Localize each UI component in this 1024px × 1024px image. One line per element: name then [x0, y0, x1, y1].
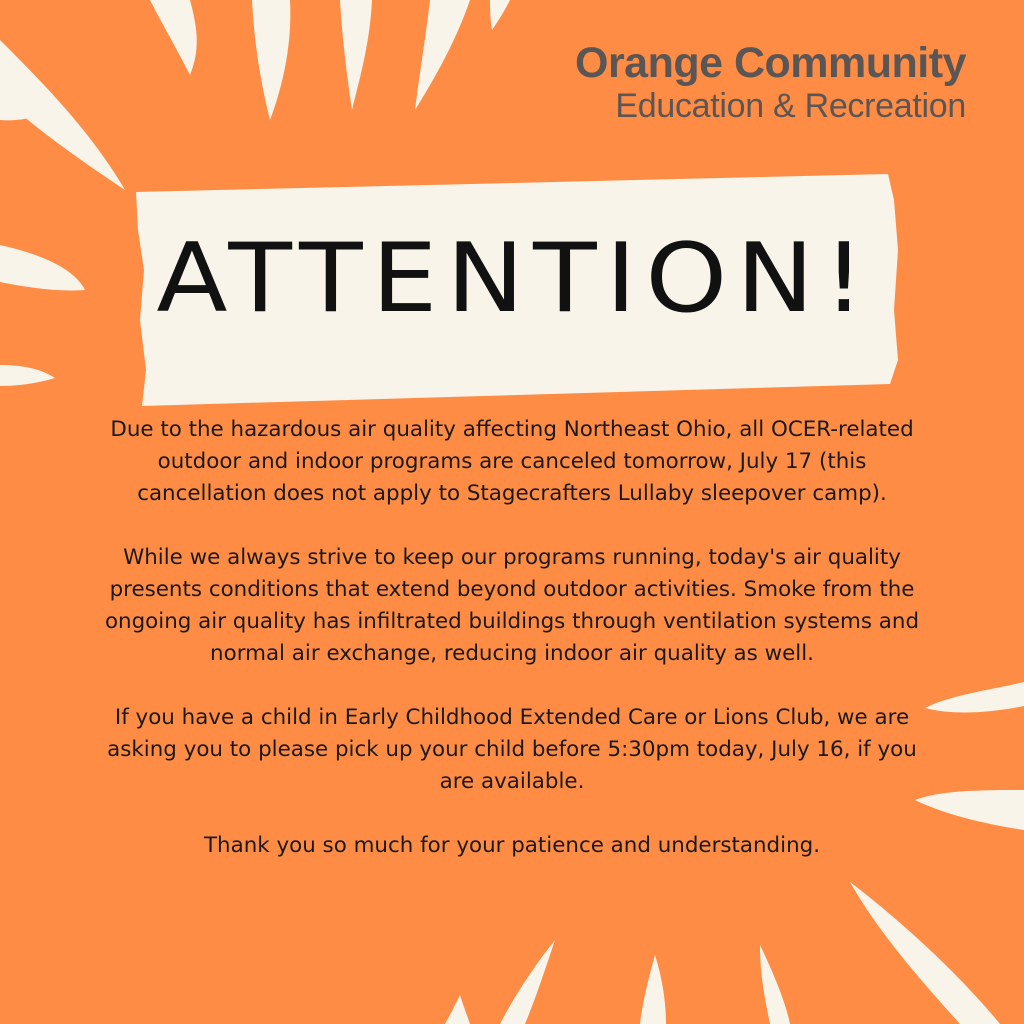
paragraph-air-quality: While we always strive to keep our programs running, today's air quality presents conditions that extend beyond outdoor activities. Smoke from the ongoing air quality has infiltrated buildings through ventilation systems and normal air exchange, reducing indoor air quality as well.	[104, 545, 920, 666]
paragraph-pickup: If you have a child in Early Childhood Extended Care or Lions Club, we are asking you to please pick up your child before 5:30pm today, July 16, if you are available.	[107, 705, 917, 794]
page-title: ATTENTION!	[156, 221, 874, 335]
announcement-body	[100, 414, 924, 894]
paragraph-thanks: Thank you so much for your patience and understanding.	[203, 833, 821, 858]
paragraph-cancellation: Due to the hazardous air quality affecting Northeast Ohio, all OCER-related outdoor and indoor programs are canceled tomorrow, July 17 (this cancellation does not apply to Stagecrafters Lullaby sleepover camp).	[110, 417, 914, 506]
organization-logo	[575, 40, 966, 126]
logo-line-2: Education & Recreation	[615, 87, 966, 125]
logo-line-1: Orange Community	[575, 39, 966, 87]
